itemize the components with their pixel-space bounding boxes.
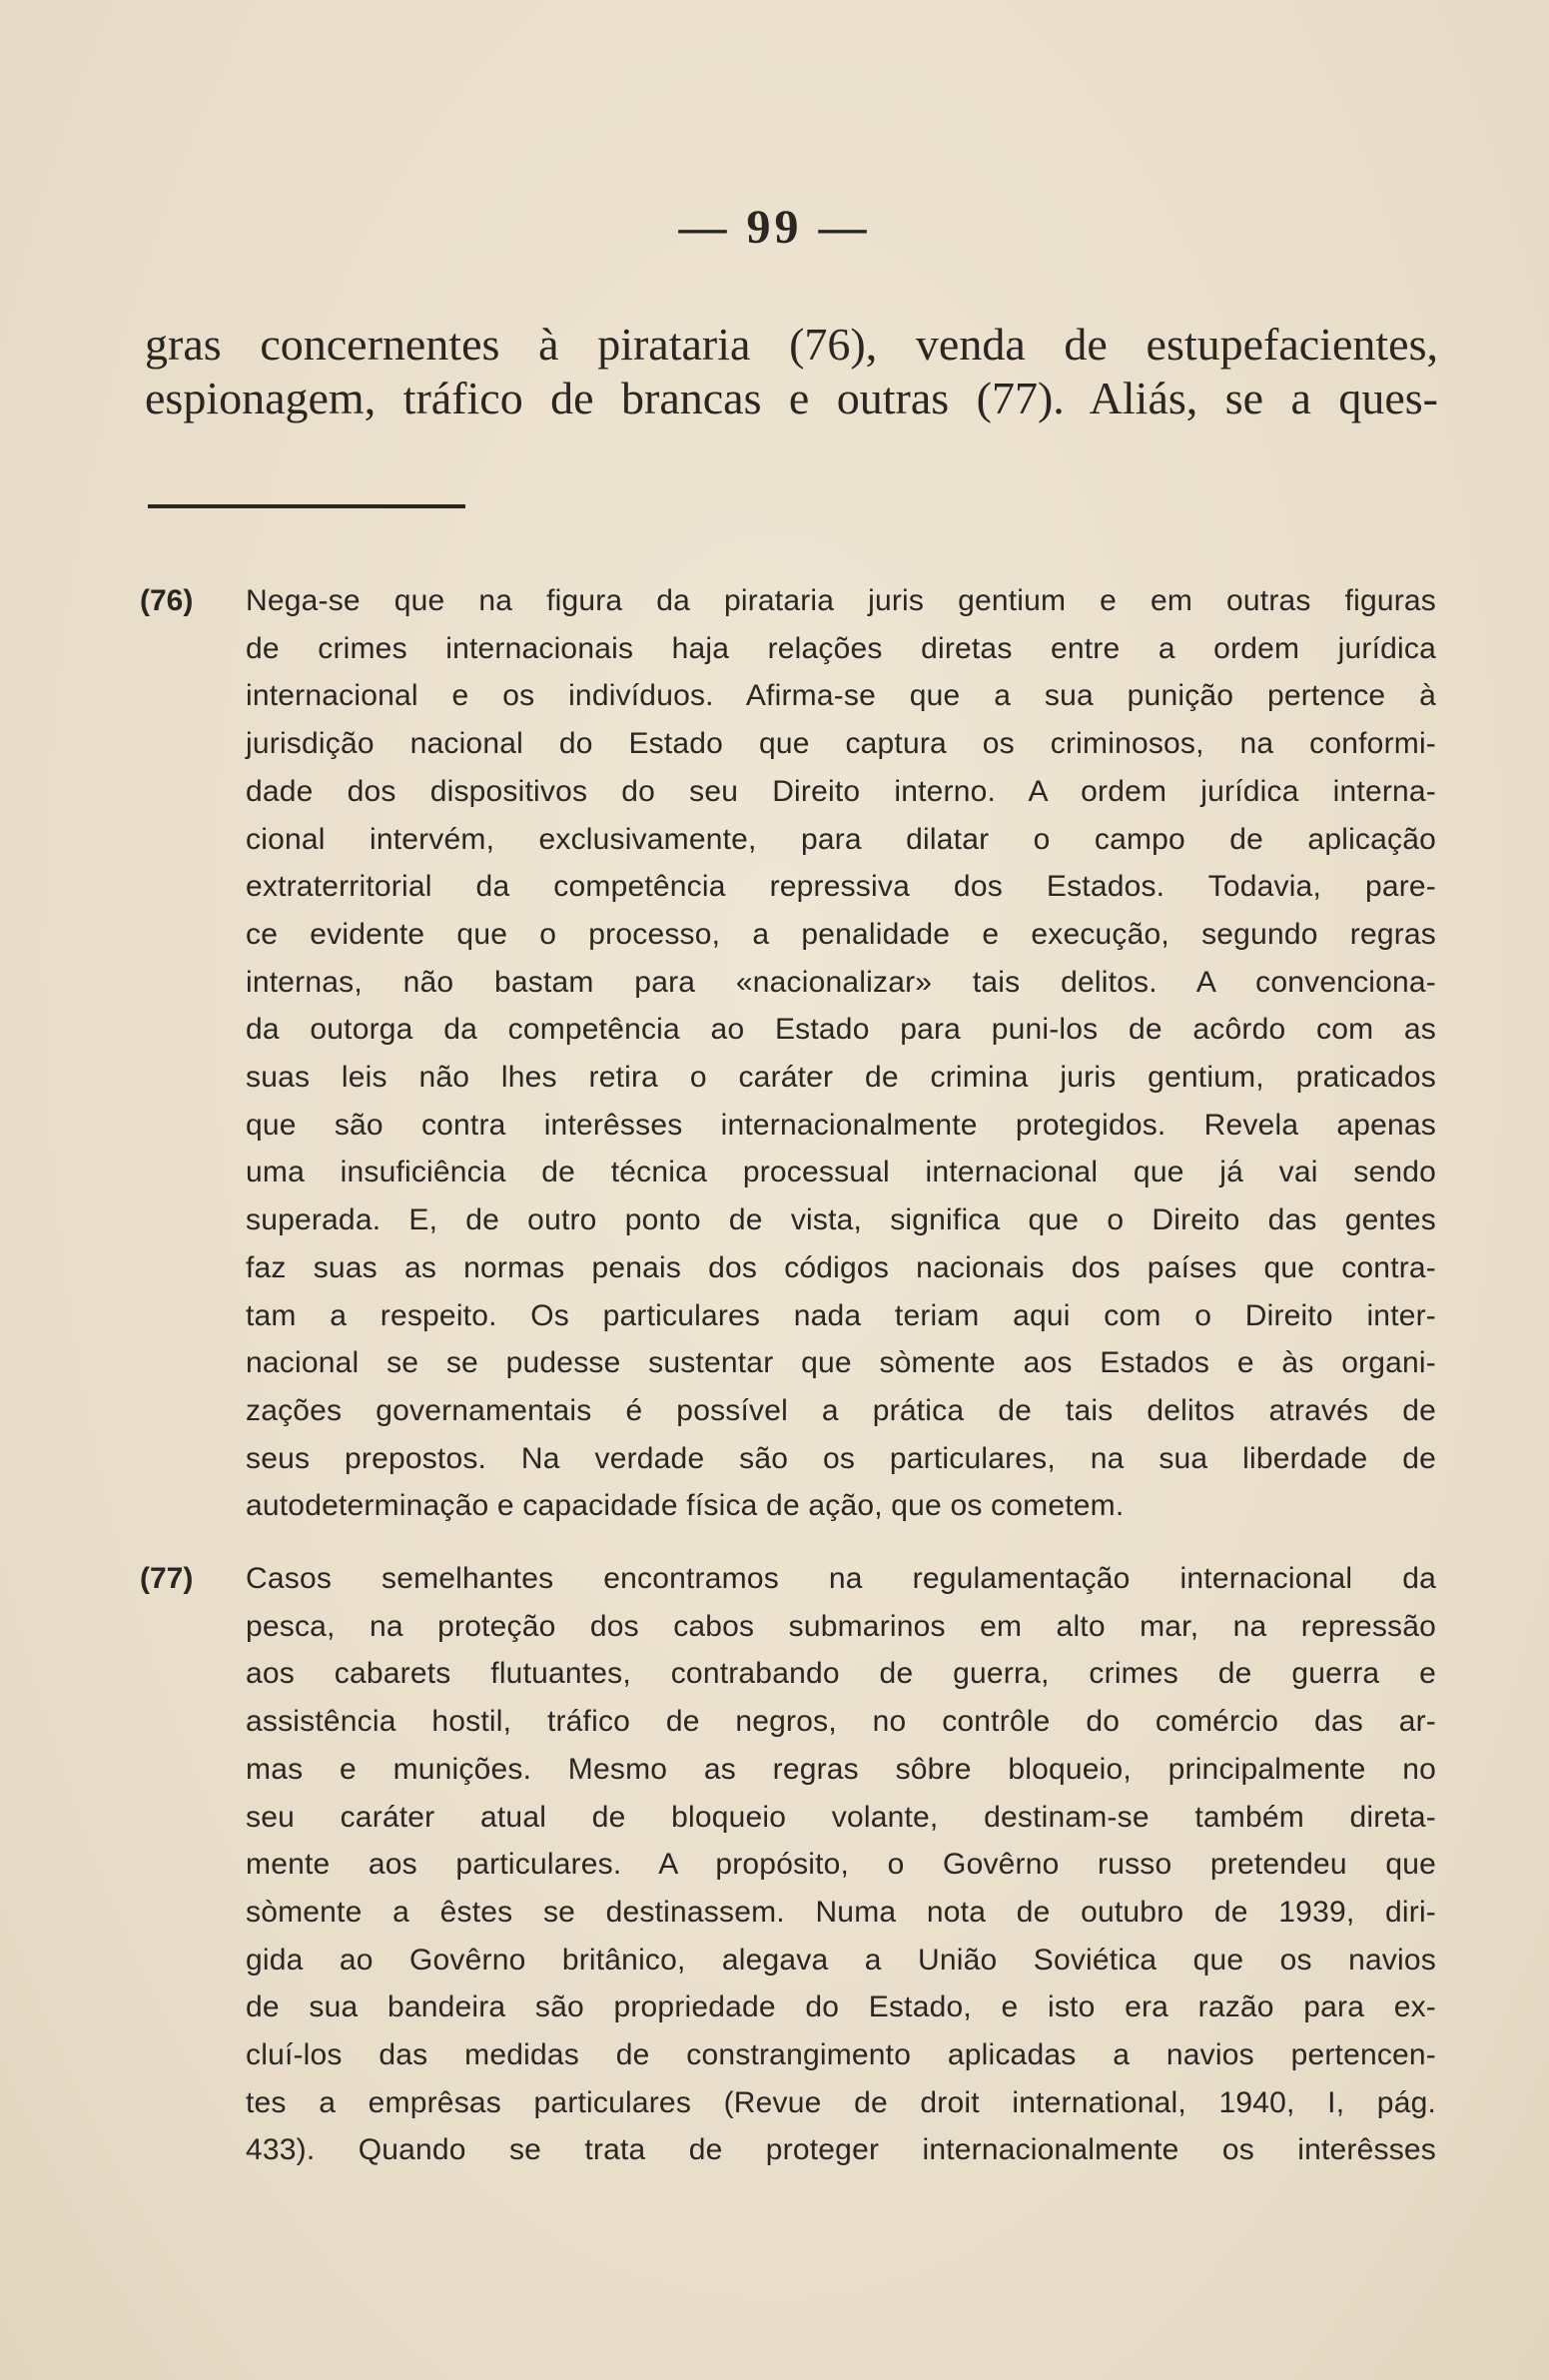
- footnote-marker: (77): [140, 1562, 194, 1595]
- footnote-line: pesca, na proteção dos cabos submarinos em alto mar, na repressão: [246, 1609, 1436, 1643]
- footnote-line: de sua bandeira são propriedade do Estado, e isto era razão para ex-: [246, 1990, 1436, 2024]
- footnote-line: cional intervém, exclusivamente, para dilatar o campo de aplicação: [246, 822, 1436, 856]
- footnote-marker: (76): [140, 584, 194, 617]
- footnote-line: suas leis não lhes retira o caráter de crimina juris gentium, praticados: [246, 1061, 1436, 1095]
- footnote-line: extraterritorial da competência repressiva dos Estados. Todavia, pare-: [246, 870, 1436, 904]
- footnote-line: internacional e os indivíduos. Afirma-se que a sua punição pertence à: [246, 679, 1436, 713]
- footnote-line: que são contra interêsses internacionalmente protegidos. Revela apenas: [246, 1108, 1436, 1142]
- footnote-line: autodeterminação e capacidade física de ação, que os cometem.: [246, 1489, 1125, 1523]
- footnote-line: 433). Quando se trata de proteger internacionalmente os interêsses: [246, 2133, 1436, 2167]
- footnote-line: faz suas as normas penais dos códigos nacionais dos países que contra-: [246, 1250, 1436, 1284]
- footnote-line: internas, não bastam para «nacionalizar» tais delitos. A convenciona-: [246, 965, 1436, 999]
- footnote-line: dade dos dispositivos do seu Direito interno. A ordem jurídica interna-: [246, 774, 1436, 808]
- footnote-line: ce evidente que o processo, a penalidade e execução, segundo regras: [246, 917, 1436, 951]
- footnote-line: superada. E, de outro ponto de vista, significa que o Direito das gentes: [246, 1203, 1436, 1237]
- footnote-line: mente aos particulares. A propósito, o Govêrno russo pretendeu que: [246, 1848, 1436, 1882]
- footnote-line: assistência hostil, tráfico de negros, no contrôle do comércio das ar-: [246, 1705, 1436, 1739]
- footnote-line: uma insuficiência de técnica processual internacional que já vai sendo: [246, 1156, 1436, 1190]
- footnote-line: seus prepostos. Na verdade são os particulares, na sua liberdade de: [246, 1441, 1436, 1475]
- footnote-text: [246, 577, 1436, 1530]
- footnote-line: seu caráter atual de bloqueio volante, destinam-se também direta-: [246, 1800, 1436, 1834]
- footnote-line: da outorga da competência ao Estado para puni-los de acôrdo com as: [246, 1013, 1436, 1047]
- footnote-line: tes a emprêsas particulares (Revue de droit international, 1940, I, pág.: [246, 2085, 1436, 2119]
- text-line: espionagem, tráfico de brancas e outras (77). Aliás, se a ques-: [145, 373, 1438, 423]
- footnote-line: nacional se se pudesse sustentar que sòmente aos Estados e às organi-: [246, 1346, 1436, 1380]
- footnote-line: Nega-se que na figura da pirataria juris gentium e em outras figuras: [246, 584, 1436, 617]
- footnote-line: cluí-los das medidas de constrangimento aplicadas a navios pertencen-: [246, 2038, 1436, 2072]
- footnote-line: zações governamentais é possível a prática de tais delitos através de: [246, 1393, 1436, 1427]
- footnote-line: mas e munições. Mesmo as regras sôbre bloqueio, principalmente no: [246, 1752, 1436, 1786]
- main-text: [145, 318, 1438, 425]
- footnote-line: Casos semelhantes encontramos na regulamentação internacional da: [246, 1562, 1436, 1595]
- page-number: — 99 —: [678, 201, 871, 254]
- footnote-line: tam a respeito. Os particulares nada teriam aqui com o Direito inter-: [246, 1298, 1436, 1332]
- text-line: gras concernentes à pirataria (76), venda de estupefacientes,: [145, 319, 1438, 370]
- footnote-line: aos cabarets flutuantes, contrabando de guerra, crimes de guerra e: [246, 1657, 1436, 1691]
- footnote-line: sòmente a êstes se destinassem. Numa nota de outubro de 1939, diri-: [246, 1895, 1436, 1929]
- footnote-separator: [148, 504, 465, 508]
- footnote-line: jurisdição nacional do Estado que captura os criminosos, na conformi-: [246, 727, 1436, 761]
- footnote-line: gida ao Govêrno britânico, alegava a União Soviética que os navios: [246, 1943, 1436, 1977]
- footnote-text: [246, 1555, 1436, 2174]
- footnote-line: de crimes internacionais haja relações diretas entre a ordem jurídica: [246, 631, 1436, 665]
